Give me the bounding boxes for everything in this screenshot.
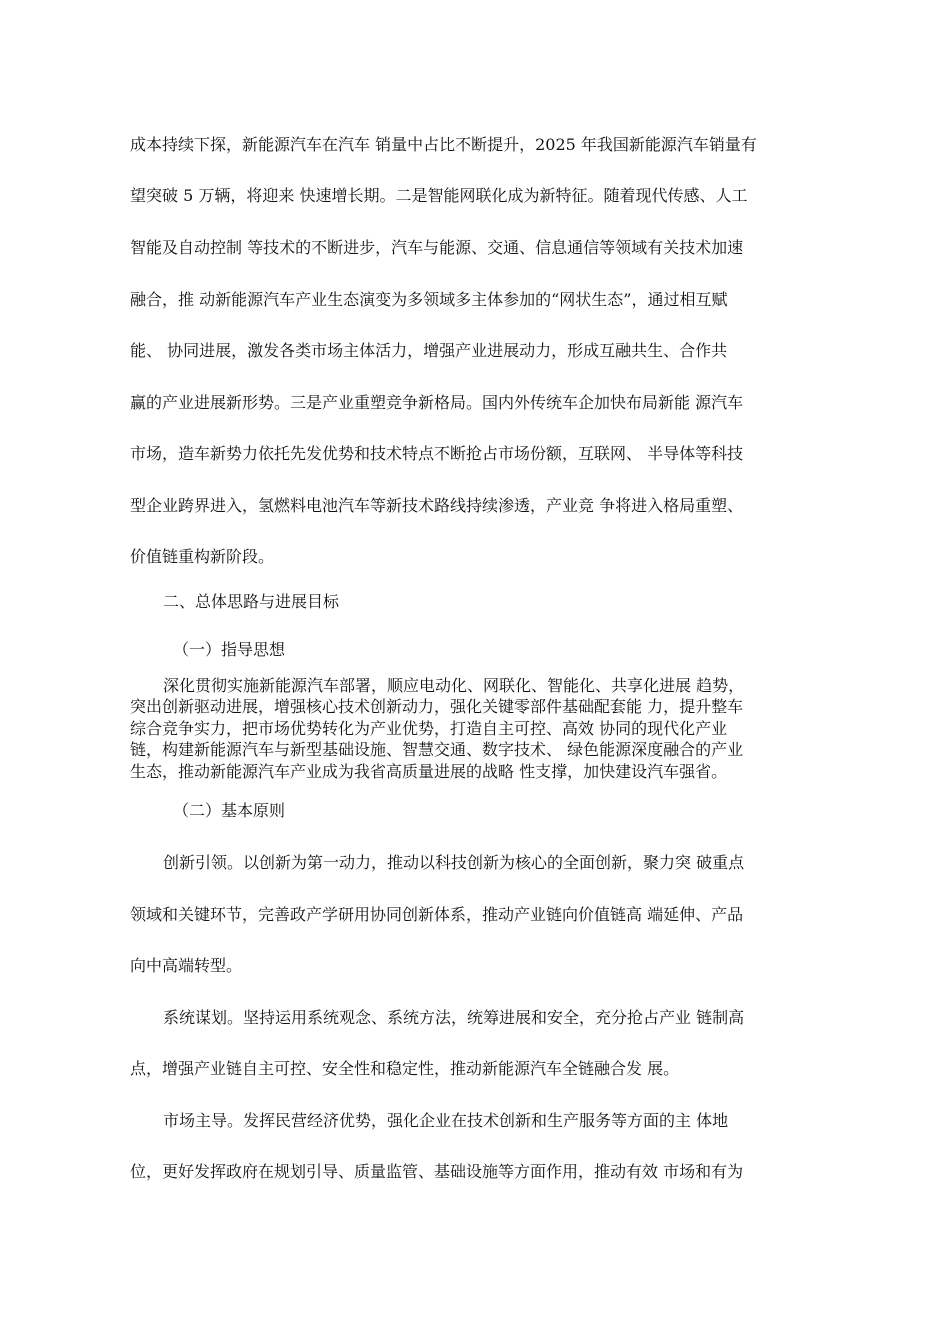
intro-line-6: 赢的产业进展新形势。三是产业重塑竞争新格局。国内外传统车企加快布局新能 源汽车: [130, 393, 744, 412]
intro-line-7: 市场，造车新势力依托先发优势和技术特点不断抢占市场份额，互联网、 半导体等科技: [130, 444, 744, 463]
principle-system-line-1: 系统谋划。坚持运用系统观念、系统方法，统筹进展和安全，充分抢占产业 链制高: [163, 1008, 745, 1027]
intro-line-3: 智能及自动控制 等技术的不断进步，汽车与能源、交通、信息通信等领域有关技术加速: [130, 238, 744, 257]
intro-line-1: 成本持续下探，新能源汽车在汽车 销量中占比不断提升，2025 年我国新能源汽车销量有: [130, 135, 757, 154]
intro-line-8: 型企业跨界进入，氢燃料电池汽车等新技术路线持续渗透，产业竞 争将进入格局重塑、: [130, 496, 744, 515]
principle-innovation-line-1: 创新引领。以创新为第一动力，推动以科技创新为核心的全面创新，聚力突 破重点: [163, 853, 745, 872]
intro-line-9: 价值链重构新阶段。: [130, 547, 275, 566]
principle-market-line-2: 位，更好发挥政府在规划引导、质量监管、基础设施等方面作用，推动有效 市场和有为: [130, 1162, 744, 1181]
guiding-line-2: 突出创新驱动进展，增强核心技术创新动力，强化关键零部件基础配套能 力，提升整车: [130, 697, 744, 716]
principle-market-line-1: 市场主导。发挥民营经济优势，强化企业在技术创新和生产服务等方面的主 体地: [163, 1111, 729, 1130]
principle-innovation-line-2: 领域和关键环节，完善政产学研用协同创新体系，推动产业链向价值链高 端延伸、产品: [130, 905, 744, 924]
guiding-line-3: 综合竞争实力，把市场优势转化为产业优势，打造自主可控、高效 协同的现代化产业: [130, 719, 728, 738]
principle-innovation-line-3: 向中高端转型。: [130, 956, 243, 975]
principle-system-line-2: 点，增强产业链自主可控、安全性和稳定性，推动新能源汽车全链融合发 展。: [130, 1059, 680, 1078]
guiding-line-4: 链，构建新能源汽车与新型基础设施、智慧交通、数字技术、 绿色能源深度融合的产业: [130, 740, 744, 759]
intro-line-4: 融合，推 动新能源汽车产业生态演变为多领域多主体参加的“网状生态”，通过相互赋: [130, 290, 728, 309]
intro-line-5: 能、 协同进展，激发各类市场主体活力，增强产业进展动力，形成互融共生、合作共: [130, 341, 728, 360]
subheading-guiding-ideology: （一）指导思想: [173, 640, 286, 659]
intro-line-2: 望突破 5 万辆，将迎来 快速增长期。二是智能网联化成为新特征。随着现代传感、人工: [130, 186, 748, 205]
guiding-line-5: 生态，推动新能源汽车产业成为我省高质量进展的战略 性支撑，加快建设汽车强省。: [130, 762, 728, 781]
guiding-line-1: 深化贯彻实施新能源汽车部署，顺应电动化、网联化、智能化、共享化进展 趋势，: [163, 676, 745, 695]
subheading-basic-principles: （二）基本原则: [173, 801, 286, 820]
section-heading: 二、总体思路与进展目标: [163, 592, 340, 611]
